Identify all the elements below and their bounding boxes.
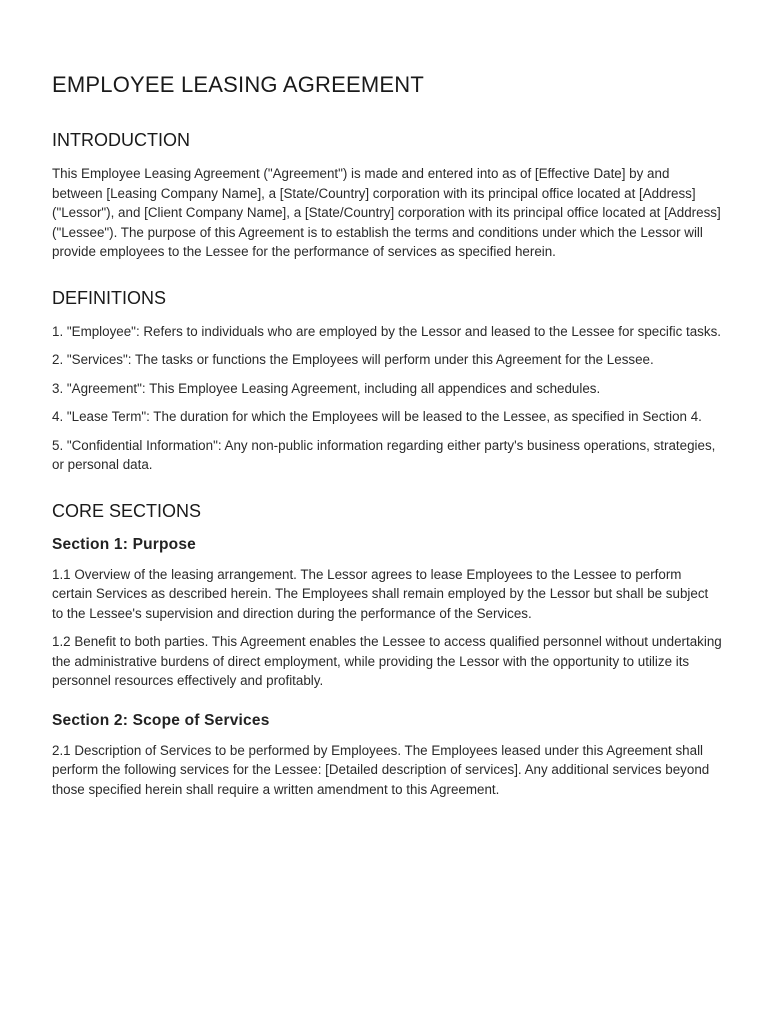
definition-item: 2. "Services": The tasks or functions the Employees will perform under this Agreement for the Lessee. [52, 352, 654, 367]
section-2-paragraph: 2.1 Description of Services to be performed by Employees. The Employees leased under this Agreement shall perform the following services for the Lessee: [Detailed description of services]. Any additional services beyond those specified herein shall require a written amendment to this Agreement. [52, 742, 710, 797]
core-sections [52, 499, 722, 800]
definitions-section [52, 286, 722, 475]
definition-item: 3. "Agreement": This Employee Leasing Agreement, including all appendices and schedules. [52, 380, 601, 396]
section-1-paragraph: 1.2 Benefit to both parties. This Agreement enables the Lessee to access qualified personnel without undertaking the administrative burdens of direct employment, while providing the Lessor with the opportunity to utilize its personnel resources effectively and profitably. [52, 634, 722, 688]
document-page [52, 70, 722, 823]
definitions-heading: DEFINITIONS [52, 287, 167, 308]
introduction-paragraph: This Employee Leasing Agreement ("Agreement") is made and entered into as of [Effective Date] by and between [Leasing Company Name], a [State/Country] corporation with its principal office located at [Address] ("Lessor"), and [Client Company Name], a [State/Country] corporation with its principal office located at [Address] ("Lessee"). The purpose of this Agreement is to establish the terms and conditions under which the Lessor will provide employees to the Lessee for the performance of services as specified herein. [52, 166, 721, 259]
section-1-purpose [52, 535, 722, 691]
definition-item: 5. "Confidential Information": Any non-public information regarding either party's business operations, strategies, or personal data. [52, 437, 716, 472]
section-1-paragraph: 1.1 Overview of the leasing arrangement. The Lessor agrees to lease Employees to the Lessee to perform certain Services as described herein. The Employees shall remain employed by the Lessor but shall be subject to the Lessee's supervision and direction during the performance of the Services. [52, 566, 709, 621]
section-2-scope [52, 711, 722, 800]
introduction-section [52, 128, 722, 262]
core-sections-heading: CORE SECTIONS [52, 500, 202, 521]
section-2-heading: Section 2: Scope of Services [52, 711, 270, 729]
definition-item: 1. "Employee": Refers to individuals who are employed by the Lessor and leased to the Lessee for specific tasks. [52, 323, 721, 339]
section-1-heading: Section 1: Purpose [52, 535, 196, 553]
introduction-heading: INTRODUCTION [52, 130, 190, 150]
document-title: EMPLOYEE LEASING AGREEMENT [52, 72, 424, 97]
definition-item: 4. "Lease Term": The duration for which the Employees will be leased to the Lessee, as specified in Section 4. [52, 409, 702, 424]
